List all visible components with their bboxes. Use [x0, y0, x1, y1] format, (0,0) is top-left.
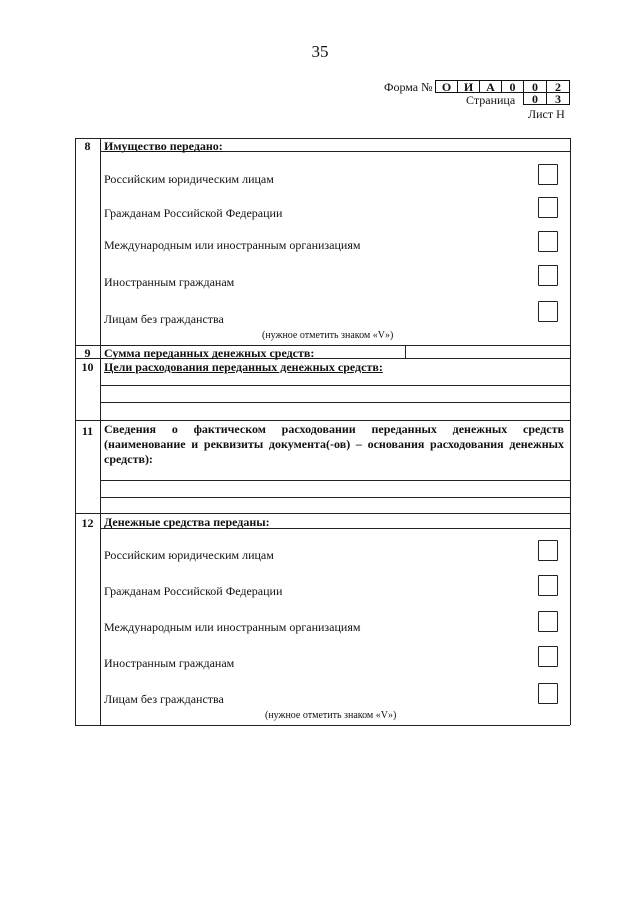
note: (нужное отметить знаком «V») — [265, 710, 397, 721]
option-label: Лицам без гражданства — [104, 692, 224, 706]
section-title: Цели расходования переданных денежных средств: — [104, 360, 383, 374]
section-number: 12 — [81, 516, 94, 530]
checkbox[interactable] — [538, 197, 558, 218]
table-border — [570, 138, 571, 725]
sheet-label: Лист Н — [528, 107, 565, 121]
checkbox[interactable] — [538, 575, 558, 596]
row-line — [100, 480, 570, 481]
table-border — [75, 725, 570, 726]
option-label: Лицам без гражданства — [104, 312, 224, 326]
form-code-cell: 0 — [501, 80, 524, 93]
option-label: Гражданам Российской Федерации — [104, 206, 283, 220]
option-label: Иностранным гражданам — [104, 656, 235, 670]
option-label: Иностранным гражданам — [104, 275, 235, 289]
section-number: 8 — [84, 139, 91, 153]
option-label: Гражданам Российской Федерации — [104, 584, 283, 598]
amount-field[interactable] — [406, 346, 569, 358]
checkbox[interactable] — [538, 265, 558, 286]
checkbox[interactable] — [538, 231, 558, 252]
row-line — [75, 420, 570, 421]
form-code-cell: 0 — [523, 80, 547, 93]
checkbox[interactable] — [538, 646, 558, 667]
column-divider — [100, 138, 101, 725]
checkbox[interactable] — [538, 683, 558, 704]
option-label: Российским юридическим лицам — [104, 172, 274, 186]
checkbox[interactable] — [538, 540, 558, 561]
section-title: Сумма переданных денежных средств: — [104, 346, 315, 360]
row-line — [75, 513, 570, 514]
section-number: 10 — [81, 360, 94, 374]
section-title: Денежные средства переданы: — [104, 515, 270, 529]
option-label: Международным или иностранным организациям — [104, 238, 361, 252]
checkbox[interactable] — [538, 301, 558, 322]
section-title: Имущество передано: — [104, 139, 223, 153]
option-label: Международным или иностранным организациям — [104, 620, 361, 634]
form-code-cell: А — [479, 80, 502, 93]
row-line — [100, 385, 570, 386]
page-cell: 3 — [546, 92, 570, 105]
form-code-cell: И — [457, 80, 480, 93]
form-label: Форма № — [384, 80, 433, 94]
page-cell: 0 — [523, 92, 547, 105]
option-label: Российским юридическим лицам — [104, 548, 274, 562]
row-line — [100, 402, 570, 403]
checkbox[interactable] — [538, 164, 558, 185]
row-line — [100, 497, 570, 498]
checkbox[interactable] — [538, 611, 558, 632]
form-code-cell: О — [435, 80, 458, 93]
section-number: 9 — [84, 346, 91, 360]
section-number: 11 — [81, 424, 94, 438]
form-code-cell: 2 — [546, 80, 570, 93]
note: (нужное отметить знаком «V») — [262, 330, 394, 341]
section-title: Сведения о фактическом расходовании переданных денежных средств (наименование и реквизиты документа(-ов) – основания расходования денежных средств): — [104, 422, 564, 466]
page-label: Страница — [466, 93, 516, 107]
page-number: 35 — [311, 42, 329, 61]
